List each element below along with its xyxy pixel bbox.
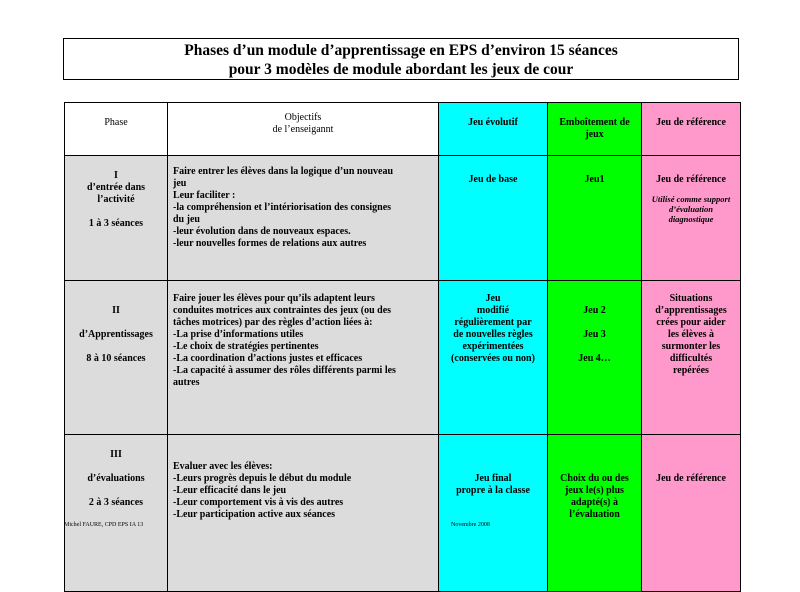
reference-text: d’apprentissages — [655, 305, 727, 316]
jeu-evolutif-text: (conservées ou non) — [451, 353, 535, 364]
emboitement-text: Jeu1 — [584, 174, 605, 185]
reference-text: les élèves à — [667, 329, 715, 340]
objectif-line: du jeu — [173, 214, 200, 225]
header-jeu-reference: Jeu de référence — [642, 103, 741, 156]
phase-cell — [65, 435, 168, 592]
objectif-line: Evaluer avec les élèves: — [173, 461, 273, 472]
jeu-evolutif-cell — [439, 281, 548, 435]
objectif-line: -la compréhension et l’intériorisation des consignes — [173, 202, 392, 213]
objectif-line: -leur évolution dans de nouveaux espaces. — [173, 226, 351, 237]
objectif-line: Leur faciliter : — [173, 190, 236, 201]
objectif-line: -Leurs progrès depuis le début du module — [173, 473, 352, 484]
header-emboitement — [548, 103, 642, 156]
emboitement-cell — [548, 156, 642, 281]
phase-duration: 8 à 10 séances — [86, 353, 146, 364]
phase-name: d’évaluations — [87, 473, 145, 484]
header-emboitement-line-1: Emboîtement de — [559, 117, 630, 128]
table-row-phase-2 — [65, 281, 741, 435]
jeu-evolutif-text: propre à la classe — [456, 485, 530, 496]
phase-cell — [65, 281, 168, 435]
emboitement-text: Jeu 4… — [578, 353, 611, 364]
objectif-line: -La capacité à assumer des rôles différents parmi les — [173, 365, 396, 376]
reference-text: repérées — [673, 365, 709, 376]
jeu-evolutif-text: Jeu — [485, 293, 501, 304]
phase-name-line-1: d’entrée dans — [86, 182, 146, 193]
reference-text: Jeu de référence — [656, 473, 726, 484]
reference-text: surmonter les — [661, 341, 721, 352]
phase-cell — [65, 156, 168, 281]
objectif-line: -Leur comportement vis à vis des autres — [173, 497, 344, 508]
objectif-line: -Leur participation active aux séances — [173, 509, 336, 520]
jeu-evolutif-text: régulièrement par — [454, 317, 532, 328]
emboitement-text: Choix du ou des — [560, 473, 629, 484]
objectif-line: -La coordination d’actions justes et efficaces — [173, 353, 363, 364]
emboitement-cell — [548, 435, 642, 592]
objectif-line: Faire jouer les élèves pour qu’ils adaptent leurs — [173, 293, 375, 304]
objectif-line: -leur nouvelles formes de relations aux autres — [173, 238, 367, 249]
objectif-line: conduites motrices aux contraintes des jeux (ou des — [173, 305, 392, 316]
phase-number: I — [114, 170, 118, 181]
objectifs-cell — [168, 156, 439, 281]
emboitement-cell — [548, 281, 642, 435]
objectif-line: -Leur efficacité dans le jeu — [173, 485, 287, 496]
phase-name: d’Apprentissages — [79, 329, 153, 340]
phase-duration: 1 à 3 séances — [88, 218, 144, 229]
emboitement-text: Jeu 3 — [583, 329, 606, 340]
emboitement-text: Jeu 2 — [583, 305, 606, 316]
reference-text: difficultés — [669, 353, 713, 364]
header-objectifs — [168, 103, 439, 156]
document-title — [63, 38, 739, 80]
jeu-evolutif-text: de nouvelles règles — [453, 329, 533, 340]
phase-number: II — [112, 305, 120, 316]
reference-cell — [642, 435, 741, 592]
objectif-line: autres — [173, 377, 200, 388]
objectif-line: -La prise d’informations utiles — [173, 329, 304, 340]
footer-date: Novembre 2008 — [451, 522, 490, 528]
objectifs-cell — [168, 281, 439, 435]
emboitement-text: adapté(s) à — [571, 497, 618, 508]
reference-text: Jeu de référence — [656, 174, 726, 185]
phase-number: III — [110, 449, 122, 460]
jeu-evolutif-text: Jeu final — [474, 473, 512, 484]
jeu-evolutif-text: expérimentées — [462, 341, 524, 352]
phase-duration: 2 à 3 séances — [88, 497, 144, 508]
header-jeu-evolutif: Jeu évolutif — [439, 103, 548, 156]
phases-table — [64, 102, 741, 592]
reference-text: crées pour aider — [656, 317, 726, 328]
title-line-1: Phases d’un module d’apprentissage en EPS d’environ 15 séances — [184, 42, 618, 59]
phase-name-line-2: l’activité — [97, 194, 135, 205]
header-phase: Phase — [65, 103, 168, 156]
header-objectifs-line-2: de l’enseigannt — [272, 124, 334, 135]
reference-text: Situations — [669, 293, 713, 304]
table-row-phase-1 — [65, 156, 741, 281]
objectif-line: jeu — [173, 178, 187, 189]
header-objectifs-line-1: Objectifs — [284, 112, 322, 123]
jeu-evolutif-text: modifié — [476, 305, 510, 316]
emboitement-text: l’évaluation — [569, 509, 620, 520]
header-row — [65, 103, 741, 156]
reference-cell — [642, 281, 741, 435]
objectif-line: -Le choix de stratégies pertinentes — [173, 341, 319, 352]
emboitement-text: jeux le(s) plus — [565, 485, 624, 496]
reference-note-line: diagnostique — [668, 214, 714, 224]
reference-note-line: Utilisé comme support — [651, 194, 731, 204]
jeu-evolutif-cell — [439, 156, 548, 281]
reference-cell — [642, 156, 741, 281]
footer-author: Michel FAURE, CPD EPS IA 13 — [64, 522, 144, 528]
reference-note-line: d’évaluation — [669, 204, 713, 214]
objectif-line: tâches motrices) par des règles d’action liées à: — [173, 317, 373, 328]
jeu-evolutif-cell — [439, 435, 548, 592]
objectifs-cell — [168, 435, 439, 592]
title-line-2: pour 3 modèles de module abordant les jeux de cour — [228, 61, 574, 78]
jeu-evolutif-text: Jeu de base — [468, 174, 518, 185]
header-emboitement-line-2: jeux — [585, 129, 604, 140]
objectif-line: Faire entrer les élèves dans la logique d’un nouveau — [173, 166, 394, 177]
table-row-phase-3 — [65, 435, 741, 592]
